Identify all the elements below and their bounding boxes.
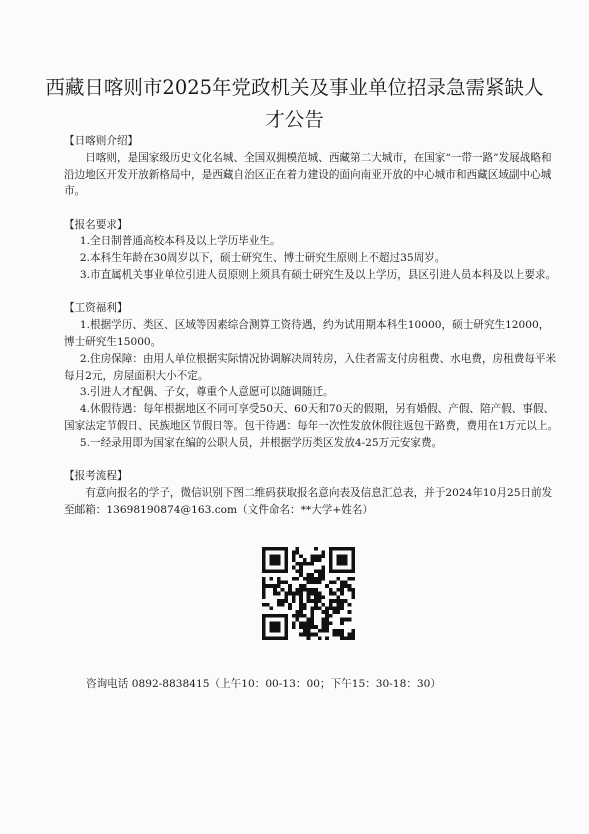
list-item: 5.一经录用即为国家在编的公职人员，并根据学历类区发放4-25万元安家费。 (79, 436, 443, 449)
section-heading: 【日喀则介绍】 (64, 135, 139, 147)
section-paragraph: 有意向报名的学子，微信识别下图二维码获取报名意向表及信息汇总表，并于2024年10月25日前发至邮箱：13698190874@163.com（文件命名：**大学+姓名） (64, 486, 553, 516)
list-item: 1.全日制普通高校本科及以上学历毕业生。 (79, 235, 281, 248)
list-item: 4.休假待遇：每年根据地区不同可享受50天、60天和70天的假期，另有婚假、产假、陪产假、事假、国家法定节假日、民族地区节假日等。包干待遇：每年一次性发放休假往返包干路费，费用在1万元以上。 (64, 403, 559, 432)
section-process (64, 468, 559, 518)
list-item: 3.引进人才配偶、子女，尊重个人意愿可以随调随迁。 (79, 386, 334, 399)
list-item: 2.本科生年龄在30周岁以下，硕士研究生、博士研究生原则上不超过35周岁。 (79, 252, 446, 265)
section-heading: 【报名要求】 (64, 218, 128, 231)
section-heading: 【报考流程】 (64, 470, 128, 483)
list-item: 3.市直属机关事业单位引进人员原则上须具有硕士研究生及以上学历，县区引进人员本科及以上要求。 (79, 269, 557, 282)
section-benefits (64, 300, 559, 451)
document-body (64, 133, 559, 535)
section-paragraph: 日喀则，是国家级历史文化名城、全国双拥模范城、西藏第二大城市，在国家“一带一路”发展战略和沿边地区开发开放新格局中，是西藏自治区正在着力建设的面向南亚开放的中心城市和西藏区域副中心城市。 (64, 151, 552, 198)
section-requirements (64, 217, 559, 284)
section-intro (64, 133, 559, 200)
list-item: 2.住房保障：由用人单位根据实际情况协调解决周转房，入住者需支付房租费、水电费，房租费每平米每月2元，房屋面积大小不定。 (64, 352, 557, 382)
qr-code-icon[interactable] (262, 547, 355, 640)
list-item: 1.根据学历、类区、区域等因素综合测算工资待遇，约为试用期本科生10000，硕士研究生12000，博士研究生15000。 (64, 319, 550, 348)
page-title: 西藏日喀则市2025年党政机关及事业单位招录急需紧缺人才公告 (45, 76, 544, 131)
section-heading: 【工资福利】 (64, 302, 128, 315)
contact-phone: 咨询电话 0892-8838415（上午10：00-13：00；下午15：30-18：30） (86, 678, 441, 690)
